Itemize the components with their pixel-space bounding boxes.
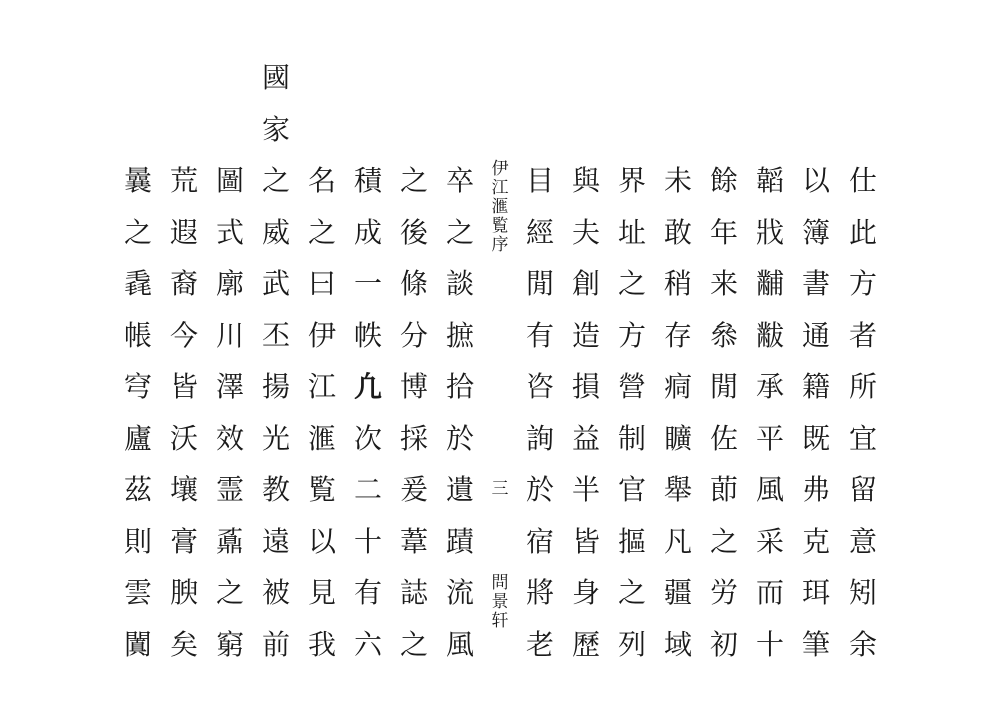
character: 有 <box>525 318 554 352</box>
character: 之 <box>709 524 738 558</box>
character: 身 <box>571 576 600 609</box>
character: 黼 <box>755 267 784 300</box>
character: 六 <box>353 627 382 661</box>
character: 閒 <box>525 267 554 300</box>
character: 凡 <box>663 524 692 558</box>
character: 揚 <box>261 370 290 403</box>
character: 造 <box>571 318 600 352</box>
character: 誌 <box>399 576 428 609</box>
character: 覧 <box>307 473 336 506</box>
text-column-right-4 <box>704 155 744 670</box>
character: 采 <box>755 524 784 558</box>
character: 曩 <box>123 164 152 197</box>
character: 珥 <box>801 576 830 609</box>
character: 平 <box>755 421 784 455</box>
character: 威 <box>261 215 290 249</box>
character: 川 <box>215 318 244 352</box>
character: 摭 <box>445 318 474 352</box>
character: 損 <box>571 370 600 403</box>
character: 労 <box>709 576 738 609</box>
character: 則 <box>123 524 152 558</box>
text-column-right-6 <box>612 155 652 670</box>
character: 既 <box>801 421 830 455</box>
character: 克 <box>801 524 830 558</box>
character: 之 <box>399 164 428 197</box>
character: 霊 <box>215 473 244 506</box>
character: 裔 <box>169 267 198 300</box>
character: 腴 <box>169 576 198 609</box>
character: 有 <box>353 576 382 609</box>
character: 宿 <box>525 524 554 558</box>
character: 次 <box>353 421 382 455</box>
character: 詢 <box>525 421 554 455</box>
character: 之 <box>617 576 646 609</box>
character: 矧 <box>848 576 877 609</box>
character: 戕 <box>755 215 784 249</box>
text-column-right-1 <box>843 155 883 670</box>
character: 積 <box>353 164 382 197</box>
character: 一 <box>353 267 382 300</box>
text-column-left-6 <box>210 155 250 670</box>
character: 域 <box>663 627 692 661</box>
text-column-left-2 <box>394 155 434 670</box>
character: 見 <box>307 576 336 609</box>
page-number: 三 <box>491 479 509 499</box>
text-column-left-7 <box>164 155 204 670</box>
character: 於 <box>525 473 554 506</box>
character: 創 <box>571 267 600 300</box>
character: 痌 <box>663 370 692 403</box>
character: 博 <box>399 370 428 403</box>
character: 闐 <box>123 627 152 661</box>
character: 武 <box>261 267 290 300</box>
character: 我 <box>307 627 336 661</box>
character: 葦 <box>399 524 428 558</box>
character: 光 <box>261 421 290 455</box>
character: 圖 <box>215 164 244 197</box>
character: 界 <box>617 164 646 197</box>
character: 效 <box>215 421 244 455</box>
character: 鼒 <box>215 524 244 558</box>
character: 老 <box>525 627 554 661</box>
character: 蹟 <box>445 524 474 558</box>
character: 此 <box>848 215 877 249</box>
character: 閒 <box>709 370 738 403</box>
character: 被 <box>261 576 290 609</box>
character: 址 <box>617 215 646 249</box>
character: 留 <box>848 473 877 506</box>
text-column-left-3 <box>348 155 388 670</box>
character: 風 <box>755 473 784 506</box>
character: 二 <box>353 473 382 506</box>
text-column-left-1 <box>440 155 480 670</box>
character: 分 <box>399 318 428 352</box>
text-column-left-5 <box>256 52 296 670</box>
character: 澤 <box>215 370 244 403</box>
character: 國 <box>261 61 290 94</box>
character: 之 <box>445 215 474 249</box>
character: 初 <box>709 627 738 661</box>
character: 書 <box>801 267 830 300</box>
character: 列 <box>617 627 646 661</box>
character: 於 <box>445 421 474 455</box>
margin-title: 伊江滙覧序 <box>491 159 509 255</box>
character: 半 <box>571 473 600 506</box>
character: 皆 <box>169 370 198 403</box>
character: 卒 <box>445 164 474 197</box>
character: 簿 <box>801 215 830 249</box>
character: 舉 <box>663 473 692 506</box>
character: 滙 <box>307 421 336 455</box>
character: 帙 <box>353 318 382 352</box>
character: 之 <box>617 267 646 300</box>
character: 拾 <box>445 370 474 403</box>
character: 茲 <box>123 473 152 506</box>
character: 家 <box>261 112 290 146</box>
character: 通 <box>801 318 830 352</box>
character: 以 <box>801 164 830 197</box>
character: 式 <box>215 215 244 249</box>
character: 而 <box>755 576 784 609</box>
character: 以 <box>307 524 336 558</box>
character: 来 <box>709 267 738 300</box>
character: 矌 <box>663 421 692 455</box>
character: 官 <box>617 473 646 506</box>
character: 壤 <box>169 473 198 506</box>
character: 歷 <box>571 627 600 661</box>
character: 營 <box>617 370 646 403</box>
character: 餘 <box>709 164 738 197</box>
character: 目 <box>525 164 554 197</box>
character: 名 <box>307 164 336 197</box>
character: 摳 <box>617 524 646 558</box>
character: 經 <box>525 215 554 249</box>
character: 夫 <box>571 215 600 249</box>
character: 益 <box>571 421 600 455</box>
character: 採 <box>399 421 428 455</box>
character: 方 <box>848 267 877 300</box>
character: 者 <box>848 318 877 352</box>
character: 宜 <box>848 421 877 455</box>
character: 伊 <box>307 318 336 352</box>
text-column-right-5 <box>658 155 698 670</box>
character: 窮 <box>215 627 244 661</box>
character: 之 <box>123 215 152 249</box>
character: 曰 <box>307 267 336 300</box>
text-column-right-3 <box>750 155 790 670</box>
character: 年 <box>709 215 738 249</box>
character: 流 <box>445 576 474 609</box>
character: 膏 <box>169 524 198 558</box>
text-column-left-4 <box>302 155 342 670</box>
character: 後 <box>399 215 428 249</box>
character: 仕 <box>848 164 877 197</box>
character: 風 <box>445 627 474 661</box>
character: 沃 <box>169 421 198 455</box>
character: 余 <box>848 627 877 661</box>
character: 未 <box>663 164 692 197</box>
character: 莭 <box>709 473 738 506</box>
character: 之 <box>307 215 336 249</box>
character: 談 <box>445 267 474 300</box>
character: 之 <box>261 164 290 197</box>
character: 條 <box>399 267 428 300</box>
character: 叅 <box>709 318 738 352</box>
character: 遐 <box>169 215 198 249</box>
text-column-right-8 <box>520 155 560 670</box>
character: 疆 <box>663 576 692 609</box>
character: 黻 <box>755 318 784 352</box>
character: 稍 <box>663 267 692 300</box>
character: 將 <box>525 576 554 609</box>
character: 遠 <box>261 524 290 558</box>
character: 帳 <box>123 318 152 352</box>
character: 方 <box>617 318 646 352</box>
character: 十 <box>755 627 784 661</box>
character: 之 <box>399 627 428 661</box>
character: 成 <box>353 215 382 249</box>
character: 十 <box>353 524 382 558</box>
character: 韜 <box>755 164 784 197</box>
character: 穹 <box>123 370 152 403</box>
character: 筆 <box>801 627 830 661</box>
character: 丕 <box>261 318 290 352</box>
character: 教 <box>261 473 290 506</box>
character: 敢 <box>663 215 692 249</box>
character: 廬 <box>123 421 152 455</box>
character: 皆 <box>571 524 600 558</box>
character: 之 <box>215 576 244 609</box>
character: 荒 <box>169 164 198 197</box>
character: 凢 <box>353 370 382 403</box>
character: 雲 <box>123 576 152 609</box>
character: 與 <box>571 164 600 197</box>
character: 佐 <box>709 421 738 455</box>
character: 制 <box>617 421 646 455</box>
character: 今 <box>169 318 198 352</box>
text-column-right-7 <box>566 155 606 670</box>
character: 咨 <box>525 370 554 403</box>
character: 存 <box>663 318 692 352</box>
character: 所 <box>848 370 877 403</box>
character: 籍 <box>801 370 830 403</box>
character: 弗 <box>801 473 830 506</box>
character: 意 <box>848 524 877 558</box>
character: 毳 <box>123 267 152 300</box>
character: 前 <box>261 627 290 661</box>
text-column-left-8 <box>118 155 158 670</box>
margin-colophon: 問景轩 <box>491 573 509 631</box>
character: 承 <box>755 370 784 403</box>
character: 矣 <box>169 627 198 661</box>
character: 遺 <box>445 473 474 506</box>
character: 江 <box>307 370 336 403</box>
character: 廓 <box>215 267 244 300</box>
text-column-right-2 <box>796 155 836 670</box>
character: 爰 <box>399 473 428 506</box>
